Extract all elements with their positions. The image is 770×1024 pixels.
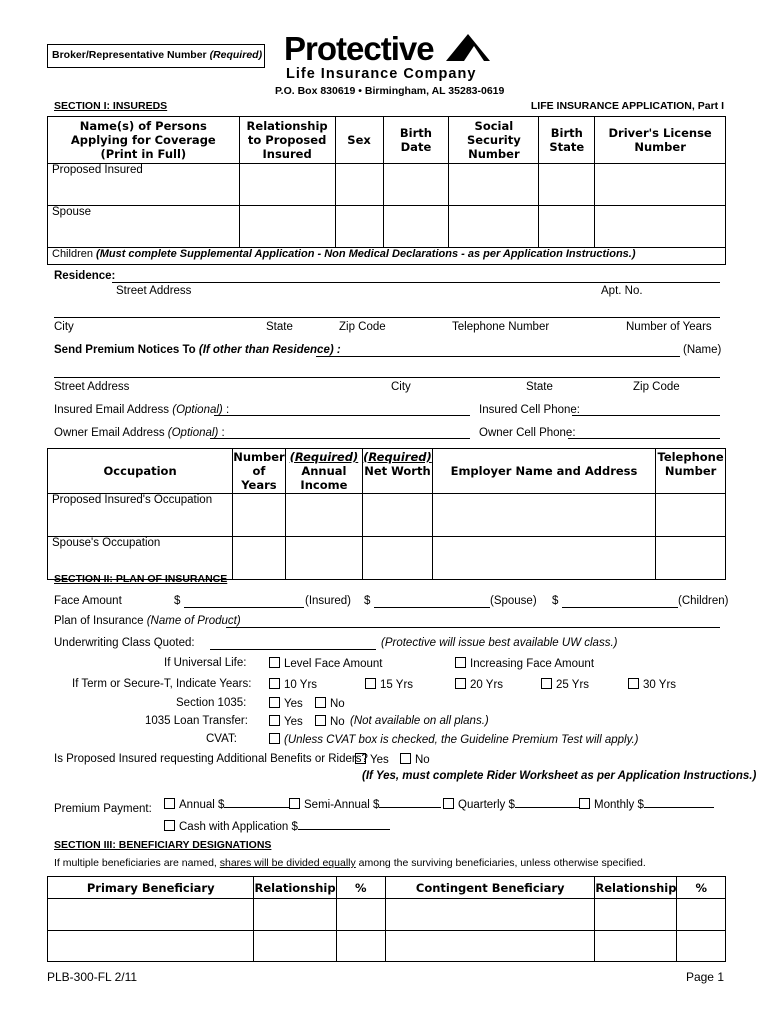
name-caption: (Name): [683, 344, 722, 356]
row-label-proposed-occupation[interactable]: Proposed Insured's Occupation: [48, 494, 233, 537]
occupation-table: [47, 448, 726, 580]
col-networth: (Required) Net Worth: [363, 449, 433, 494]
owner-email-field[interactable]: [210, 438, 470, 439]
cell-telephone[interactable]: [656, 537, 726, 580]
loan-transfer-note: (Not available on all plans.): [350, 715, 489, 727]
cash-with-application-option[interactable]: Cash with Application $: [164, 819, 390, 833]
riders-yes[interactable]: Yes: [355, 753, 389, 766]
cell-percent[interactable]: [336, 931, 385, 962]
form-number: PLB-300-FL 2/11: [47, 970, 138, 984]
insured-email-field[interactable]: [214, 415, 470, 416]
table-row: [48, 164, 726, 206]
term-20-option[interactable]: 20 Yrs: [455, 678, 503, 691]
quarterly-option[interactable]: Quarterly $: [443, 797, 579, 811]
cell-license[interactable]: [595, 164, 726, 206]
zip-caption: Zip Code: [339, 321, 386, 333]
cell-birth-state[interactable]: [539, 164, 595, 206]
residence-city-line[interactable]: [54, 317, 720, 318]
cvat-label: CVAT:: [206, 733, 237, 745]
checkbox-icon[interactable]: [443, 798, 454, 809]
insureds-table: [47, 116, 726, 265]
checkbox-icon[interactable]: [269, 678, 280, 689]
cell-percent[interactable]: [336, 899, 385, 931]
children-caption: (Children): [678, 595, 729, 607]
section1-title: SECTION I: INSUREDS: [54, 100, 168, 112]
face-amount-label: Face Amount: [54, 595, 122, 607]
years-caption: Number of Years: [626, 321, 712, 333]
ul-increasing-option[interactable]: Increasing Face Amount: [455, 657, 594, 670]
cell-relationship[interactable]: [595, 899, 677, 931]
checkbox-icon[interactable]: [269, 715, 280, 726]
riders-question: Is Proposed Insured requesting Additional Benefits or Riders?: [54, 753, 368, 765]
cell-birth-state[interactable]: [539, 206, 595, 248]
loan-transfer-label: 1035 Loan Transfer:: [145, 715, 248, 727]
cell-networth[interactable]: [363, 494, 433, 537]
col-sex: Sex: [335, 117, 383, 164]
cell-relationship[interactable]: [239, 206, 335, 248]
table-row: [48, 206, 726, 248]
cell-sex[interactable]: [335, 164, 383, 206]
monthly-option[interactable]: Monthly $: [579, 797, 714, 811]
face-amount-children-field[interactable]: [562, 607, 678, 608]
cell-contingent[interactable]: [386, 931, 595, 962]
term-15-option[interactable]: 15 Yrs: [365, 678, 413, 691]
col-percent: %: [336, 877, 385, 899]
term-label: If Term or Secure-T, Indicate Years:: [72, 678, 252, 690]
uw-field[interactable]: [210, 649, 376, 650]
col-birth-state: Birth State: [539, 117, 595, 164]
section1035-yes[interactable]: Yes: [269, 697, 303, 710]
insured-caption: (Insured): [305, 595, 352, 607]
street-caption: Street Address: [116, 285, 192, 297]
cell-percent[interactable]: [677, 899, 726, 931]
cell-employer[interactable]: [432, 537, 655, 580]
cell-relationship[interactable]: [254, 899, 336, 931]
checkbox-icon[interactable]: [455, 657, 466, 668]
checkbox-icon[interactable]: [365, 678, 376, 689]
col-relationship: Relationship: [254, 877, 336, 899]
cell-ssn[interactable]: [449, 206, 539, 248]
send-notices-address-line[interactable]: [54, 377, 720, 378]
owner-cell-label: Owner Cell Phone:: [479, 427, 576, 439]
riders-no[interactable]: No: [400, 753, 430, 766]
state-caption: State: [266, 321, 293, 333]
mountain-logo-icon: [444, 32, 492, 62]
cell-networth[interactable]: [363, 537, 433, 580]
table-row: [48, 899, 726, 931]
checkbox-icon[interactable]: [628, 678, 639, 689]
face-amount-spouse-field[interactable]: [374, 607, 490, 608]
term-30-option[interactable]: 30 Yrs: [628, 678, 676, 691]
dollar-sign: $: [174, 595, 181, 607]
dollar-sign: $: [364, 595, 371, 607]
row-label-proposed[interactable]: Proposed Insured: [48, 164, 240, 206]
owner-email-label: Owner Email Address (Optional) :: [54, 427, 225, 439]
checkbox-icon[interactable]: [164, 798, 175, 809]
checkbox-icon[interactable]: [541, 678, 552, 689]
cell-income[interactable]: [285, 537, 362, 580]
cell-percent[interactable]: [677, 931, 726, 962]
section1035-label: Section 1035:: [176, 697, 247, 709]
col-relationship: Relationship to Proposed Insured: [239, 117, 335, 164]
children-note: (Must complete Supplemental Application - Non Medical Declarations - as per Application Instructions.): [96, 248, 636, 260]
cell-relationship[interactable]: [239, 164, 335, 206]
spouse-caption: (Spouse): [490, 595, 537, 607]
col-license: Driver's License Number: [595, 117, 726, 164]
broker-number-box[interactable]: [47, 44, 265, 68]
checkbox-icon[interactable]: [315, 715, 326, 726]
checkbox-icon[interactable]: [579, 798, 590, 809]
checkbox-icon[interactable]: [400, 753, 411, 764]
section1035-no[interactable]: No: [315, 697, 345, 710]
phone-caption: Telephone Number: [452, 321, 550, 333]
uw-label: Underwriting Class Quoted:: [54, 637, 195, 649]
cell-ssn[interactable]: [449, 164, 539, 206]
broker-label: Broker/Representative Number (Required): [52, 49, 263, 61]
table-row: [48, 494, 726, 537]
col-contingent-beneficiary: Contingent Beneficiary: [386, 877, 595, 899]
owner-cell-field[interactable]: [568, 438, 720, 439]
checkbox-icon[interactable]: [269, 733, 280, 744]
beneficiary-table: [47, 876, 726, 962]
residence-label: Residence:: [54, 270, 116, 282]
city-caption: City: [54, 321, 74, 333]
checkbox-icon[interactable]: [269, 657, 280, 668]
ul-label: If Universal Life:: [164, 657, 247, 669]
riders-note: (If Yes, must complete Rider Worksheet as per Application Instructions.): [362, 770, 757, 782]
plan-label: Plan of Insurance (Name of Product): [54, 615, 241, 627]
cell-employer[interactable]: [432, 494, 655, 537]
residence-street-line[interactable]: [112, 282, 720, 283]
cell-relationship[interactable]: [595, 931, 677, 962]
col-ssn: Social Security Number: [449, 117, 539, 164]
cell-relationship[interactable]: [254, 931, 336, 962]
col-years: Number of Years: [233, 450, 285, 492]
company-name: Protective: [284, 30, 434, 67]
col-telephone: Telephone Number: [656, 449, 726, 494]
loan-transfer-no[interactable]: No: [315, 715, 345, 728]
insured-email-label: Insured Email Address (Optional) :: [54, 404, 230, 416]
cell-years[interactable]: [233, 537, 286, 580]
checkbox-icon[interactable]: [289, 798, 300, 809]
cell-birth-date[interactable]: [383, 206, 449, 248]
loan-transfer-yes[interactable]: Yes: [269, 715, 303, 728]
street2-caption: Street Address: [54, 381, 130, 393]
state2-caption: State: [526, 381, 553, 393]
col-percent: %: [677, 877, 726, 899]
col-birth-date: Birth Date: [383, 117, 449, 164]
checkbox-icon[interactable]: [355, 753, 366, 764]
term-10-option[interactable]: 10 Yrs: [269, 678, 317, 691]
annual-option[interactable]: Annual $: [164, 797, 290, 811]
section3-title: SECTION III: BENEFICIARY DESIGNATIONS: [54, 839, 272, 851]
cell-primary[interactable]: [48, 899, 254, 931]
apt-caption: Apt. No.: [601, 285, 643, 297]
checkbox-icon[interactable]: [269, 697, 280, 708]
cell-contingent[interactable]: [386, 899, 595, 931]
insured-cell-label: Insured Cell Phone:: [479, 404, 581, 416]
checkbox-icon[interactable]: [315, 697, 326, 708]
children-row: [48, 248, 726, 265]
beneficiary-note: If multiple beneficiaries are named, shares will be divided equally among the surviving beneficiaries, unless otherwise specified.: [54, 857, 646, 869]
cvat-option[interactable]: (Unless CVAT box is checked, the Guideline Premium Test will apply.): [269, 733, 639, 746]
cell-sex[interactable]: [335, 206, 383, 248]
uw-note: (Protective will issue best available UW class.): [381, 637, 618, 649]
cell-license[interactable]: [595, 206, 726, 248]
checkbox-icon[interactable]: [164, 820, 175, 831]
cell-income[interactable]: [285, 494, 362, 537]
city2-caption: City: [391, 381, 411, 393]
company-address: P.O. Box 830619 • Birmingham, AL 35283-0619: [275, 85, 505, 97]
insured-cell-field[interactable]: [572, 415, 720, 416]
zip2-caption: Zip Code: [633, 381, 680, 393]
col-relationship: Relationship: [595, 877, 677, 899]
form-title: LIFE INSURANCE APPLICATION, Part I: [530, 100, 724, 112]
checkbox-icon[interactable]: [455, 678, 466, 689]
company-subtitle: Life Insurance Company: [286, 66, 477, 82]
row-label-spouse[interactable]: Spouse: [48, 206, 240, 248]
ul-level-option[interactable]: Level Face Amount: [269, 657, 382, 670]
col-primary-beneficiary: Primary Beneficiary: [48, 877, 254, 899]
cell-birth-date[interactable]: [383, 164, 449, 206]
plan-field[interactable]: [226, 627, 720, 628]
cell-telephone[interactable]: [656, 494, 726, 537]
send-notices-label: Send Premium Notices To (If other than Residence) :: [54, 344, 341, 356]
send-notices-name-line[interactable]: [316, 356, 680, 357]
row-label-spouse-occupation[interactable]: Spouse's Occupation: [48, 537, 233, 580]
page-number: Page 1: [685, 970, 724, 984]
col-employer: Employer Name and Address: [432, 449, 655, 494]
premium-payment-label: Premium Payment:: [54, 803, 152, 815]
children-label: Children: [52, 248, 93, 260]
face-amount-insured-field[interactable]: [184, 607, 304, 608]
table-row: [48, 931, 726, 962]
col-names: Name(s) of Persons Applying for Coverage (Print in Full): [48, 117, 240, 164]
children-cell[interactable]: [48, 248, 726, 265]
cell-primary[interactable]: [48, 931, 254, 962]
col-income: (Required) Annual Income: [285, 449, 362, 494]
col-occupation: Occupation: [48, 449, 233, 494]
section2-title: SECTION II: PLAN OF INSURANCE: [54, 573, 228, 585]
dollar-sign: $: [552, 595, 559, 607]
cell-years[interactable]: [233, 494, 286, 537]
term-25-option[interactable]: 25 Yrs: [541, 678, 589, 691]
semi-annual-option[interactable]: Semi-Annual $: [289, 797, 441, 811]
